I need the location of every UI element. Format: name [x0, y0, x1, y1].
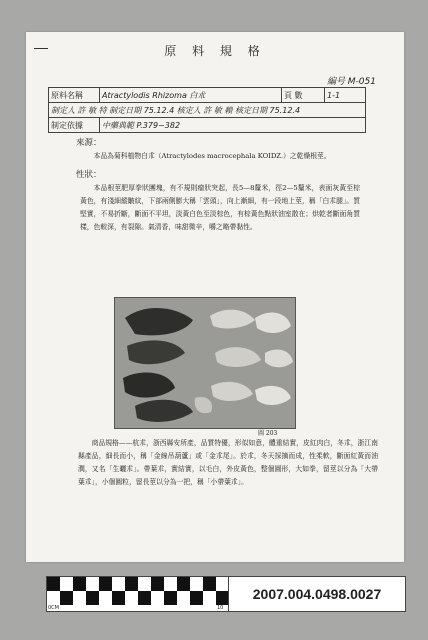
preparer-row: 制定人 許 敏 特 制定日期 75.12.4 核定人 許 敏 賴 核定日期 75.12.4 [49, 103, 366, 118]
scale-cell [47, 577, 60, 591]
spec-content [50, 137, 368, 234]
material-name-label: 原料名稱 [49, 88, 100, 103]
scale-cell [203, 577, 216, 591]
herb-photo [114, 297, 296, 429]
traits-heading: 性狀： [76, 170, 102, 180]
scale-label: 0CM [48, 605, 59, 611]
scale-cell [86, 591, 99, 605]
scale-cell [60, 591, 73, 605]
scale-cell [125, 577, 138, 591]
scale-cell [164, 591, 177, 605]
scale-cell [112, 591, 125, 605]
rhizome-illustration [115, 298, 295, 428]
color-scale-bar [46, 576, 230, 612]
document-number: 編号 M-051 [326, 77, 376, 87]
accession-number: 2007.004.0498.0027 [228, 576, 406, 612]
scale-cell [73, 577, 86, 591]
source-text: 本品為菊科植物白朮（Atractylodes macrocephala KOIDZ.）之乾燥根莖。 [93, 152, 331, 160]
document-title: 原 料 規 格 [164, 44, 266, 58]
scale-cell [138, 591, 151, 605]
basis-label: 制定依據 [49, 118, 100, 133]
page-count-value: 1-1 [325, 88, 366, 103]
page-count-label: 頁 數 [282, 88, 325, 103]
material-name-value: Atractylodis Rhizoma 白朮 [100, 88, 282, 103]
spec-header-table [48, 87, 366, 133]
scale-cell [151, 577, 164, 591]
scale-cell [177, 577, 190, 591]
grade-text: 商品規格——杭朮，浙西縣安所產，品質特優，形似如意，體重結實，皮紅肉白，冬朮，浙江南縣產品，細長而小，稱「金線吊葫蘆」或「金朮尾」。於朮，冬天採摘而成，性柔軟，斷面紅黃而油潤，又名「生曬朮」。帶葉朮，實結實，以毛白，外皮黃色，整個圓形，大如拳，留莖以分為「大帶葉朮」，小個圓粒，留長莖以分為一把，稱「小帶葉朮」。 [78, 439, 378, 486]
document-sheet [26, 32, 404, 562]
scale-label: 10 [217, 605, 224, 611]
traits-text: 本品根莖肥厚拳狀團塊，有不規則瘤狀突起，長5—8釐米，徑2—5釐米，表面灰黃至棕黃色，有淺細縱皺紋，下部兩側膨大稱「雲頭」，向上漸細，有一段地上莖，稱「白朮腿」。質堅實，不易折斷，斷面不平坦，淡黃白色至淡棕色，有棕黃色點狀油室散在；烘乾者斷面角質樣，色較深，有裂隙。氣清香，味甜微辛，嚼之略帶黏性。 [80, 184, 360, 231]
scale-cell [190, 591, 203, 605]
figure-caption: 圖 203 [258, 430, 278, 437]
source-heading: 來源： [76, 138, 102, 148]
scale-cell [99, 577, 112, 591]
basis-value: 中藥典範 P.379~382 [100, 118, 366, 133]
